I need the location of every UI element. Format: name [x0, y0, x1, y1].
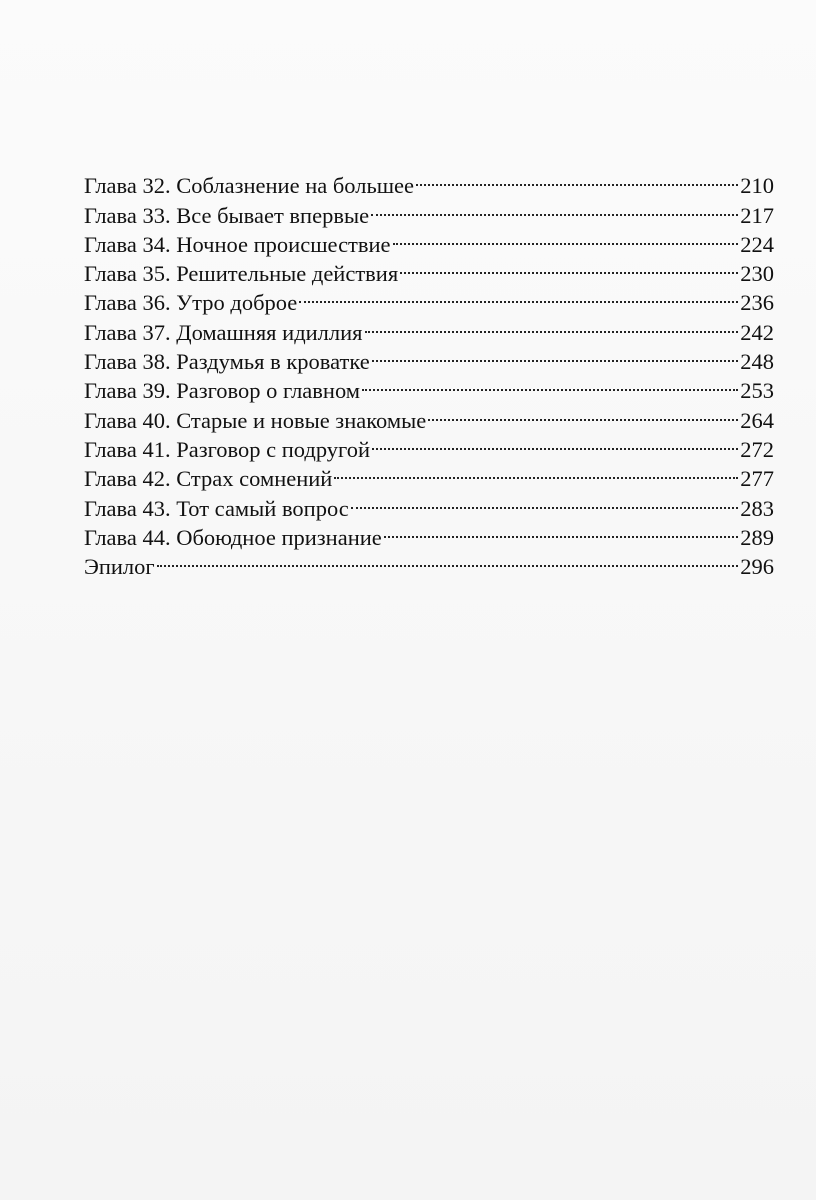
toc-dot-leader — [384, 516, 738, 545]
toc-dot-leader — [400, 252, 738, 281]
toc-dot-leader — [372, 428, 738, 457]
toc-entry-page: 272 — [740, 436, 774, 462]
toc-entry-page: 224 — [740, 231, 774, 257]
table-of-contents — [84, 164, 774, 580]
toc-entry-title: Глава 38. Раздумья в кроватке — [84, 349, 370, 375]
toc-entry-title: Глава 40. Старые и новые знакомые — [84, 407, 427, 433]
toc-entry-page: 283 — [740, 495, 774, 521]
toc-entry-title: Глава 42. Страх сомнений — [84, 466, 333, 492]
toc-entry-page: 248 — [740, 349, 774, 375]
toc-entry-title: Эпилог — [84, 554, 155, 580]
toc-dot-leader — [393, 223, 739, 252]
toc-entry — [84, 164, 774, 199]
toc-entry-page: 230 — [740, 261, 774, 287]
toc-entry-page: 264 — [740, 407, 774, 433]
toc-entry-page: 217 — [740, 202, 774, 228]
toc-entry-title: Глава 33. Все бывает впервые — [84, 202, 370, 228]
toc-entry-title: Глава 39. Разговор о главном — [84, 378, 361, 404]
toc-entry-page: 242 — [740, 319, 774, 345]
toc-entry-title: Глава 41. Разговор с подругой — [84, 436, 370, 462]
toc-entry-page: 289 — [740, 524, 774, 550]
toc-dot-leader — [365, 310, 739, 339]
toc-dot-leader — [372, 340, 739, 369]
toc-entry-page: 277 — [740, 466, 774, 492]
toc-dot-leader — [428, 398, 738, 427]
toc-dot-leader — [351, 486, 738, 515]
toc-entry-title: Глава 43. Тот самый вопрос — [84, 495, 349, 521]
toc-entry-title: Глава 35. Решительные действия — [84, 261, 399, 287]
toc-dot-leader — [362, 369, 738, 398]
toc-dot-leader — [371, 193, 738, 222]
toc-entry-page: 296 — [740, 554, 774, 580]
toc-entry-title: Глава 37. Домашняя идиллия — [84, 319, 363, 345]
toc-dot-leader — [416, 164, 738, 193]
toc-dot-leader — [157, 545, 739, 574]
toc-entry-page: 210 — [740, 173, 774, 199]
toc-dot-leader — [334, 457, 738, 486]
toc-entry — [84, 545, 774, 580]
toc-entry-page: 253 — [740, 378, 774, 404]
toc-dot-leader — [299, 281, 738, 310]
toc-entry-title: Глава 44. Обоюдное признание — [84, 524, 382, 550]
toc-entry-title: Глава 34. Ночное происшествие — [84, 231, 391, 257]
toc-entry-page: 236 — [740, 290, 774, 316]
toc-entry-title: Глава 36. Утро доброе — [84, 290, 298, 316]
toc-entry-title: Глава 32. Соблазнение на большее — [84, 173, 415, 199]
